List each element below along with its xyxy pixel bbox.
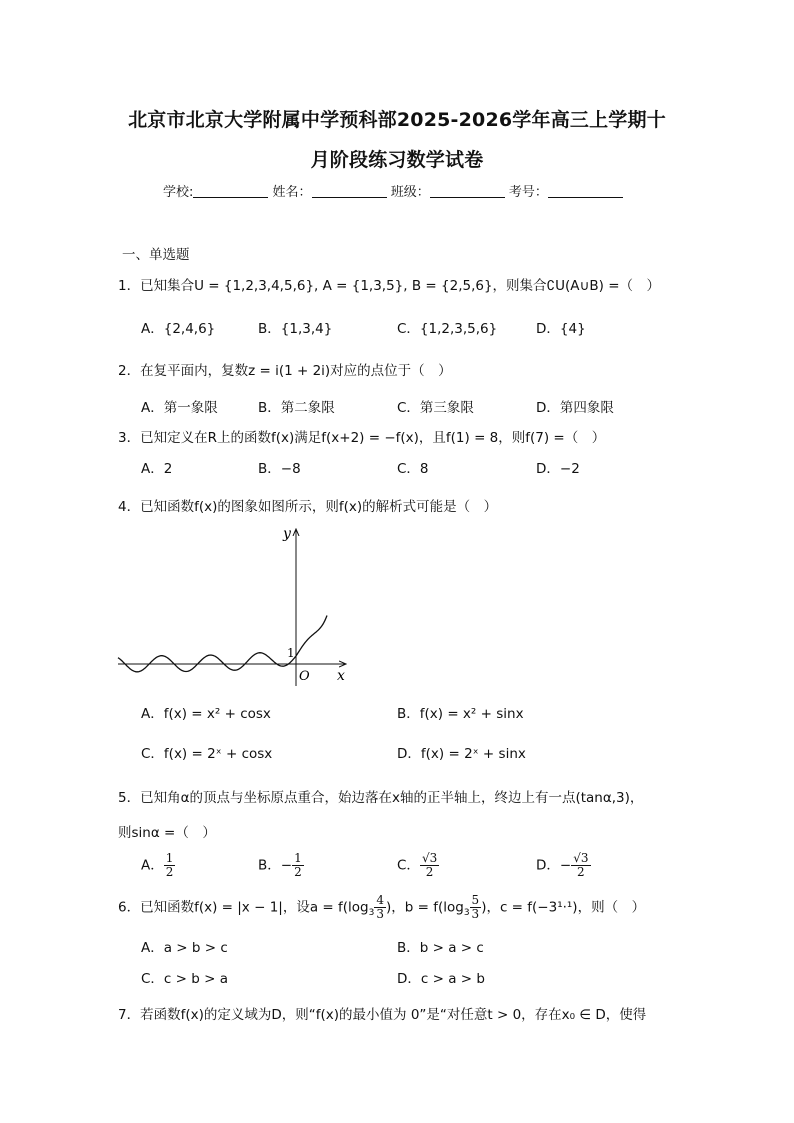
q3-option-a[interactable]: A．2 [141,461,173,477]
q6-option-c[interactable]: C．c > b > a [141,971,228,987]
q1-option-a[interactable]: A．{2,4,6} [141,321,216,337]
fraction-numerator: 5 [471,893,480,907]
q2-option-b[interactable]: B．第二象限 [258,400,335,416]
question-2-text: 2．在复平面内，复数z = i(1 + 2i)对应的点位于（ ） [118,363,452,379]
fraction-numerator: 1 [294,851,302,865]
fraction-denominator: 2 [294,865,302,879]
question-3-text: 3．已知定义在R上的函数f(x)满足f(x+2) = −f(x)，且f(1) = 8，则f(7) =（ ） [118,430,606,446]
origin-label: O [299,669,310,684]
fraction-denominator: 2 [577,865,585,879]
fraction-denominator: 3 [471,907,480,921]
q6-option-a[interactable]: A．a > b > c [141,940,228,956]
section-title: 一、单选题 [122,247,190,263]
q6-option-d[interactable]: D．c > a > b [397,971,485,987]
q2-option-d[interactable]: D．第四象限 [536,400,614,416]
question-4-text: 4．已知函数f(x)的图象如图所示，则f(x)的解析式可能是（ ） [118,499,498,515]
fraction-denominator: 2 [425,865,434,879]
q5-option-d-fraction [571,852,590,879]
q3-option-d[interactable]: D．−2 [536,461,580,477]
id-blank[interactable] [548,185,623,198]
q4-option-c[interactable]: C．f(x) = 2ˣ + cosx [141,746,273,762]
question-5-text: 5．已知角α的顶点与坐标原点重合，始边落在x轴的正半轴上，终边上有一点(tanα,3)， [118,790,644,806]
question-7-text: 7．若函数f(x)的定义域为D，则“f(x)的最小值为 0”是“对任意t > 0，存在x₀ ∈ D，使得 [118,1007,647,1023]
fraction-numerator: √3 [421,851,438,865]
school-blank[interactable] [193,185,268,198]
q6-option-b[interactable]: B．b > a > c [397,940,484,956]
q4-option-b[interactable]: B．f(x) = x² + sinx [397,706,524,722]
function-graph [115,520,355,690]
q5-option-b[interactable] [258,852,304,879]
question-5-text-cont: 则sinα =（ ） [118,825,216,841]
question-1-text: 1．已知集合U = {1,2,3,4,5,6}, A = {1,3,5}, B = {2,5,6}，则集合∁U(A∪B) =（ ） [118,278,661,294]
q5-option-c-fraction [420,852,439,879]
q6-text-pre: 6．已知函数f(x) = |x − 1|，设a = f(log [118,899,369,916]
school-label: 学校: [163,185,194,200]
q1-option-d[interactable]: D．{4} [536,321,586,337]
class-label: 班级： [390,185,430,200]
x-axis-label: x [337,668,345,684]
id-label: 考号： [508,185,548,200]
q3-option-b[interactable]: B．−8 [258,461,301,477]
fraction-numerator: √3 [573,851,589,865]
q1-option-b[interactable]: B．{1,3,4} [258,321,333,337]
q6-log2-fraction [470,894,482,921]
q5-option-b-label: B．− [258,857,293,874]
q5-option-a-label: A． [141,857,164,874]
q6-log1-fraction [374,894,386,921]
q5-option-c-label: C． [397,857,420,874]
q4-option-d[interactable]: D．f(x) = 2ˣ + sinx [397,746,526,762]
q6-log-base-2: 3 [463,908,470,919]
fraction-numerator: 4 [376,893,384,907]
student-info-row [163,181,623,200]
q5-option-a[interactable] [141,852,175,879]
y-axis-label: y [283,526,291,542]
q5-option-d[interactable] [536,852,591,879]
intercept-label: 1 [287,646,295,660]
q5-option-c[interactable] [397,852,439,879]
name-blank[interactable] [312,185,387,198]
exam-title-line1: 北京市北京大学附属中学预科部2025-2026学年高三上学期十 [128,109,666,131]
q6-text-mid: )，b = f(log [385,899,464,916]
exam-title-line2: 月阶段练习数学试卷 [310,149,484,171]
question-6-text [118,894,645,921]
fraction-denominator: 3 [376,907,384,921]
q5-option-d-label: D．− [536,857,572,874]
q4-option-a[interactable]: A．f(x) = x² + cosx [141,706,271,722]
name-label: 姓名： [272,185,312,200]
class-blank[interactable] [430,185,505,198]
q6-text-post: )，c = f(−3¹·¹)，则（ ） [481,899,646,916]
fraction-denominator: 2 [165,865,174,879]
q2-option-a[interactable]: A．第一象限 [141,400,218,416]
q6-log-base-1: 3 [368,908,375,919]
fraction-numerator: 1 [165,851,174,865]
q5-option-a-fraction [164,852,176,879]
q3-option-c[interactable]: C．8 [397,461,429,477]
q2-option-c[interactable]: C．第三象限 [397,400,474,416]
q1-option-c[interactable]: C．{1,2,3,5,6} [397,321,498,337]
q5-option-b-fraction [292,852,304,879]
